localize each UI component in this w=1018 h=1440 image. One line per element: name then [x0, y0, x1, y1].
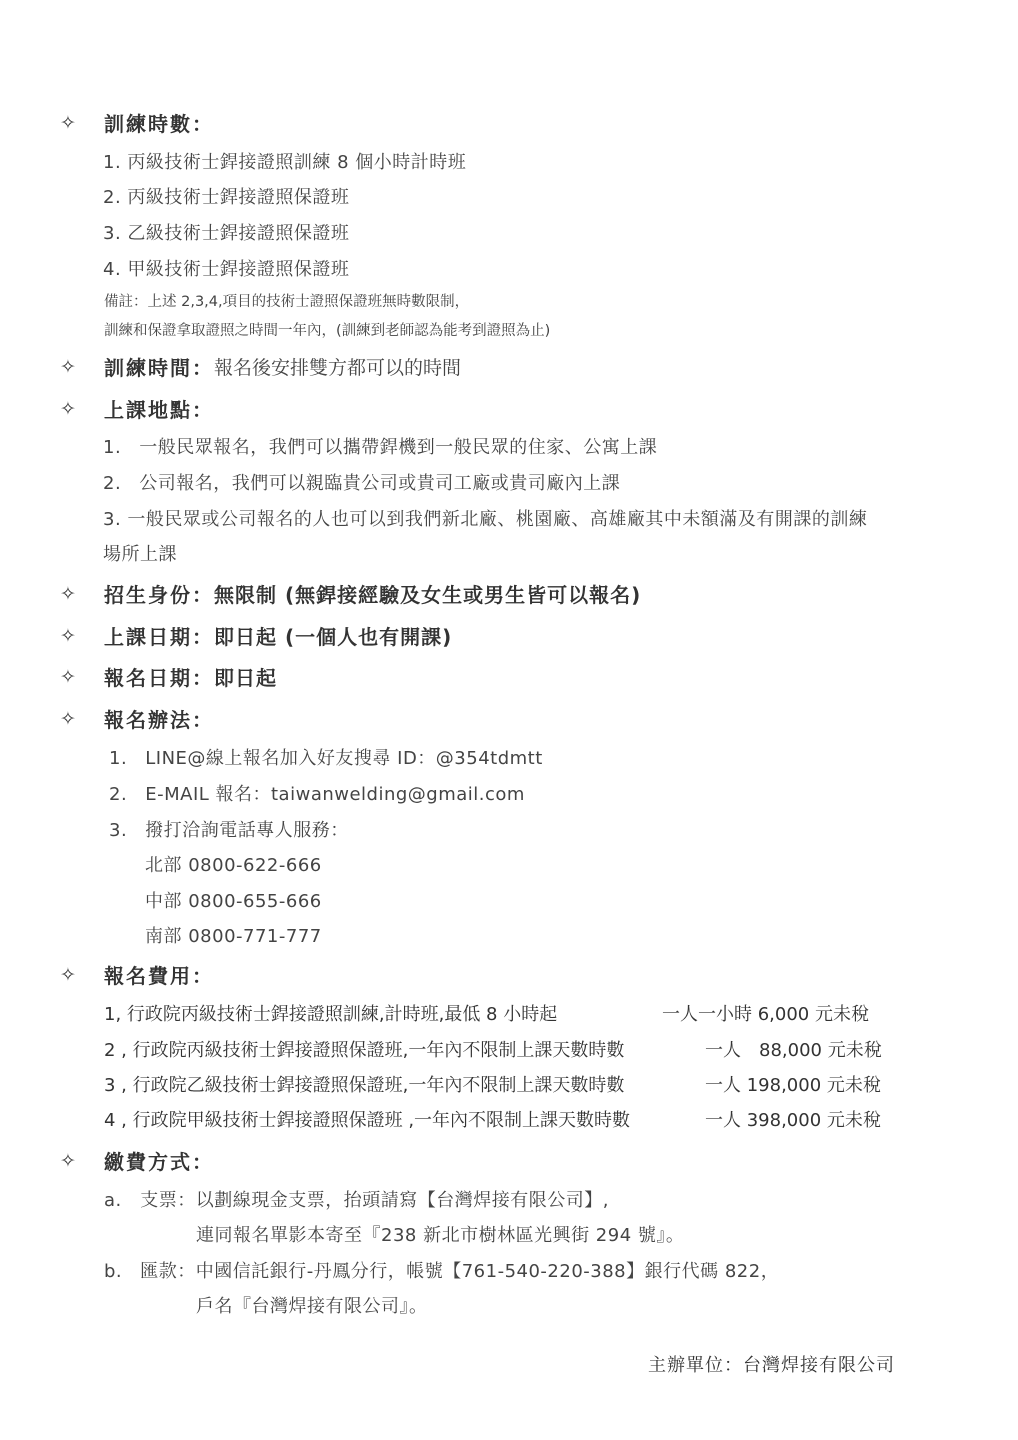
note-line: 備註：上述 2,3,4,項目的技術士證照保證班無時數限制，	[104, 294, 470, 310]
fee-row	[104, 1036, 894, 1062]
list-item: 3. 乙級技術士銲接證照保證班	[103, 223, 350, 244]
item-number: 3.	[109, 820, 128, 841]
section-title: 繳費方式：	[104, 1150, 214, 1174]
fee-price: 一人 198,000 元未稅	[705, 1075, 881, 1096]
item-text: LINE@線上報名加入好友搜尋 ID：@354tdmtt	[145, 748, 543, 769]
section-title: 訓練時間：	[104, 356, 214, 380]
section-value: 即日起 (一個人也有開課)	[214, 625, 453, 649]
sparkle-icon: ✧	[60, 665, 76, 688]
payment-cheque-address: 連同報名單影本寄至『238 新北市樹林區光興街 294 號』。	[196, 1225, 685, 1246]
section-training-hours	[60, 108, 214, 137]
fee-description: 3 , 行政院乙級技術士銲接證照保證班,一年內不限制上課天數時數	[104, 1075, 625, 1096]
list-item	[109, 816, 349, 842]
payment-cheque	[104, 1186, 609, 1212]
item-label: a.	[104, 1190, 122, 1211]
sparkle-icon: ✧	[60, 582, 76, 605]
list-item	[103, 433, 657, 459]
list-item	[103, 469, 620, 495]
fee-row	[104, 1071, 894, 1097]
note-line: 訓練和保證拿取證照之時間一年內，(訓練到老師認為能考到證照為止)	[104, 323, 551, 339]
item-text: 匯款：中國信託銀行-丹鳳分行，帳號【761-540-220-388】銀行代碼 822，	[140, 1261, 780, 1282]
item-number: 2.	[103, 473, 122, 494]
section-value: 報名後安排雙方都可以的時間	[214, 357, 462, 379]
list-item: 3. 一般民眾或公司報名的人也可以到我們新北廠、桃園廠、高雄廠其中未額滿及有開課的訓練	[103, 509, 868, 530]
section-location	[60, 394, 214, 423]
section-training-time	[60, 352, 461, 381]
section-fees	[60, 960, 214, 989]
organizer: 主辦單位：台灣焊接有限公司	[648, 1355, 895, 1376]
section-payment	[60, 1146, 214, 1175]
item-number: 1.	[109, 748, 128, 769]
item-text: 公司報名，我們可以親臨貴公司或貴司工廠或貴司廠內上課	[139, 473, 621, 494]
section-registration-date	[60, 662, 277, 691]
item-label: b.	[104, 1261, 123, 1282]
list-item: 4. 甲級技術士銲接證照保證班	[103, 259, 350, 280]
item-text: 支票：以劃線現金支票，抬頭請寫【台灣焊接有限公司】,	[140, 1190, 609, 1211]
list-item	[109, 744, 543, 770]
sparkle-icon: ✧	[60, 624, 76, 647]
section-title: 報名辦法：	[104, 708, 214, 732]
sparkle-icon: ✧	[60, 355, 76, 378]
payment-transfer	[104, 1257, 779, 1283]
item-text: 撥打洽詢電話專人服務：	[145, 820, 349, 841]
list-item: 2. 丙級技術士銲接證照保證班	[103, 187, 350, 208]
section-class-date	[60, 621, 452, 650]
fee-description: 1, 行政院丙級技術士銲接證照訓練,計時班,最低 8 小時起	[104, 1004, 558, 1025]
fee-price: 一人一小時 6,000 元未稅	[662, 1004, 869, 1025]
sparkle-icon: ✧	[60, 707, 76, 730]
phone-number-central: 中部 0800-655-666	[145, 891, 322, 912]
payment-account-name: 戶名『台灣焊接有限公司』。	[196, 1296, 428, 1317]
fee-row	[104, 1106, 894, 1132]
section-title: 報名費用：	[104, 964, 214, 988]
fee-description: 2 , 行政院丙級技術士銲接證照保證班,一年內不限制上課天數時數	[104, 1040, 625, 1061]
sparkle-icon: ✧	[60, 963, 76, 986]
sparkle-icon: ✧	[60, 1149, 76, 1172]
item-number: 1.	[103, 437, 122, 458]
section-title: 報名日期：	[104, 666, 214, 690]
fee-row	[104, 1000, 894, 1026]
section-title: 訓練時數：	[104, 112, 214, 136]
section-value: 即日起	[214, 666, 277, 690]
item-text: 一般民眾報名，我們可以攜帶銲機到一般民眾的住家、公寓上課	[139, 437, 658, 458]
section-title: 上課日期：	[104, 625, 214, 649]
sparkle-icon: ✧	[60, 111, 76, 134]
list-item: 1. 丙級技術士銲接證照訓練 8 個小時計時班	[103, 152, 467, 173]
section-enrollment-identity	[60, 579, 641, 608]
phone-number-north: 北部 0800-622-666	[145, 855, 322, 876]
phone-number-south: 南部 0800-771-777	[145, 926, 322, 947]
section-title: 招生身份：	[104, 583, 214, 607]
list-item-continuation: 場所上課	[103, 544, 177, 565]
fee-price: 一人 398,000 元未稅	[705, 1110, 881, 1131]
section-registration-method	[60, 704, 214, 733]
section-title: 上課地點：	[104, 398, 214, 422]
section-value: 無限制 (無銲接經驗及女生或男生皆可以報名)	[214, 583, 642, 607]
item-number: 2.	[109, 784, 128, 805]
list-item	[109, 780, 525, 806]
sparkle-icon: ✧	[60, 397, 76, 420]
item-text: E-MAIL 報名：taiwanwelding@gmail.com	[145, 784, 525, 805]
fee-price: 一人 88,000 元未稅	[705, 1040, 882, 1061]
fee-description: 4 , 行政院甲級技術士銲接證照保證班 ,一年內不限制上課天數時數	[104, 1110, 631, 1131]
